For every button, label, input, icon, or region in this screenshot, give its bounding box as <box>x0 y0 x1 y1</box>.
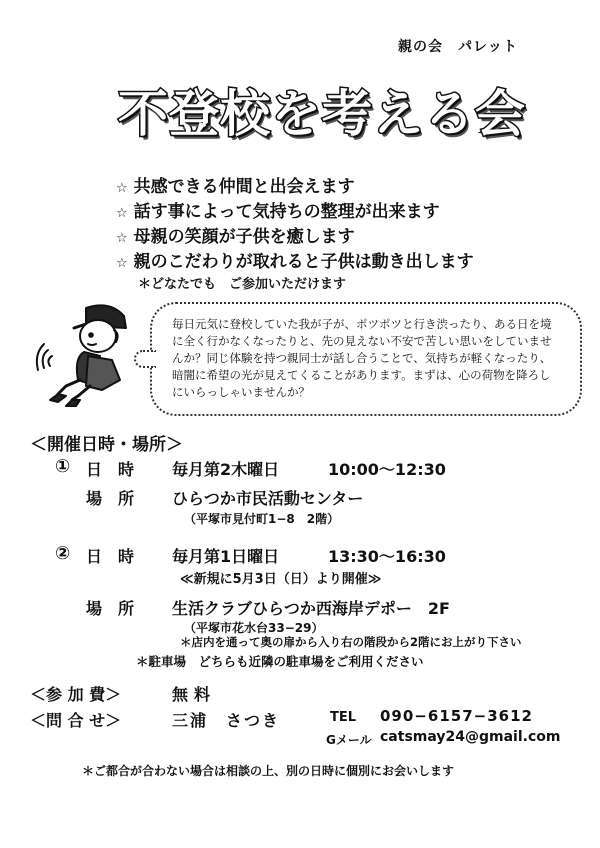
sitting-child-illustration <box>28 298 138 408</box>
benefit-point <box>116 247 474 272</box>
benefit-point <box>116 172 355 197</box>
session-venue: ひらつか市民活動センター <box>172 489 364 508</box>
bubble-tail <box>134 350 156 368</box>
tel-label: TEL <box>330 710 357 725</box>
star-icon: ☆ <box>116 256 128 271</box>
parking-note: ＊駐車場 どちらも近隣の駐車場をご利用ください <box>136 654 424 669</box>
session-time: 10:00〜12:30 <box>328 460 446 479</box>
benefit-text: 話す事によって気持ちの整理が出来ます <box>133 202 440 222</box>
session-address: （平塚市花水台33−29） <box>184 621 324 635</box>
mail-label: Gメール <box>326 733 372 747</box>
fee-value: 無料 <box>172 685 217 704</box>
star-icon: ☆ <box>116 206 128 221</box>
place-label: 場 所 <box>86 599 135 618</box>
welcome-note: ＊どなたでも ご参加いただけます <box>138 277 347 292</box>
place-label: 場 所 <box>86 489 135 508</box>
footer-note: ＊ご都合が合わない場合は相談の上、別の日時に個別にお会いします <box>82 764 455 778</box>
datetime-label: 日 時 <box>86 547 135 566</box>
contact-label: ＜問 合 せ＞ <box>30 711 122 730</box>
benefit-point <box>116 222 355 247</box>
fee-label: ＜参 加 費＞ <box>30 685 122 704</box>
benefit-text: 母親の笑顔が子供を癒します <box>133 227 355 247</box>
session-venue: 生活クラブひらつか西海岸デポー 2F <box>172 599 450 618</box>
session-number: ② <box>55 543 71 564</box>
star-icon: ☆ <box>116 231 128 246</box>
session-day: 毎月第1日曜日 <box>172 547 280 566</box>
session-day: 毎月第2木曜日 <box>172 460 280 479</box>
benefit-text: 親のこだわりが取れると子供は動き出します <box>133 252 474 272</box>
star-icon: ☆ <box>116 181 128 196</box>
contact-name: 三浦 さつき <box>172 711 281 730</box>
page-title: 不登校を考える会 <box>118 85 526 143</box>
session-number: ① <box>55 456 71 477</box>
entry-instruction: ＊店内を通って奥の扉から入り右の階段から2階にお上がり下さい <box>180 635 522 649</box>
schedule-heading: ＜開催日時・場所＞ <box>30 435 183 455</box>
new-session-note: ≪新規に5月3日（日）より開催≫ <box>180 572 382 587</box>
organizer-name: 親の会 パレット <box>398 39 518 55</box>
email-address[interactable]: catsmay24@gmail.com <box>380 729 561 745</box>
message-text: 毎日元気に登校していた我が子が、ポツポツと行き渋ったり、ある日を境に全く行かなくなったりと、先の見えない不安で苦しい思いをしていませんか？同じ体験を持つ親同士が話し合うことで、気持ちが軽くなったり、暗闇に希望の光が見えてくることがあります。まずは、心の荷物を降ろしにいらっしゃいませんか？ <box>172 317 552 399</box>
benefit-text: 共感できる仲間と出会えます <box>133 177 355 197</box>
session-time: 13:30〜16:30 <box>328 547 446 566</box>
session-address: （平塚市見付町1−8 2階） <box>184 512 340 526</box>
phone-number[interactable]: 090−6157−3612 <box>380 707 533 725</box>
datetime-label: 日 時 <box>86 460 135 479</box>
benefit-point <box>116 197 440 222</box>
